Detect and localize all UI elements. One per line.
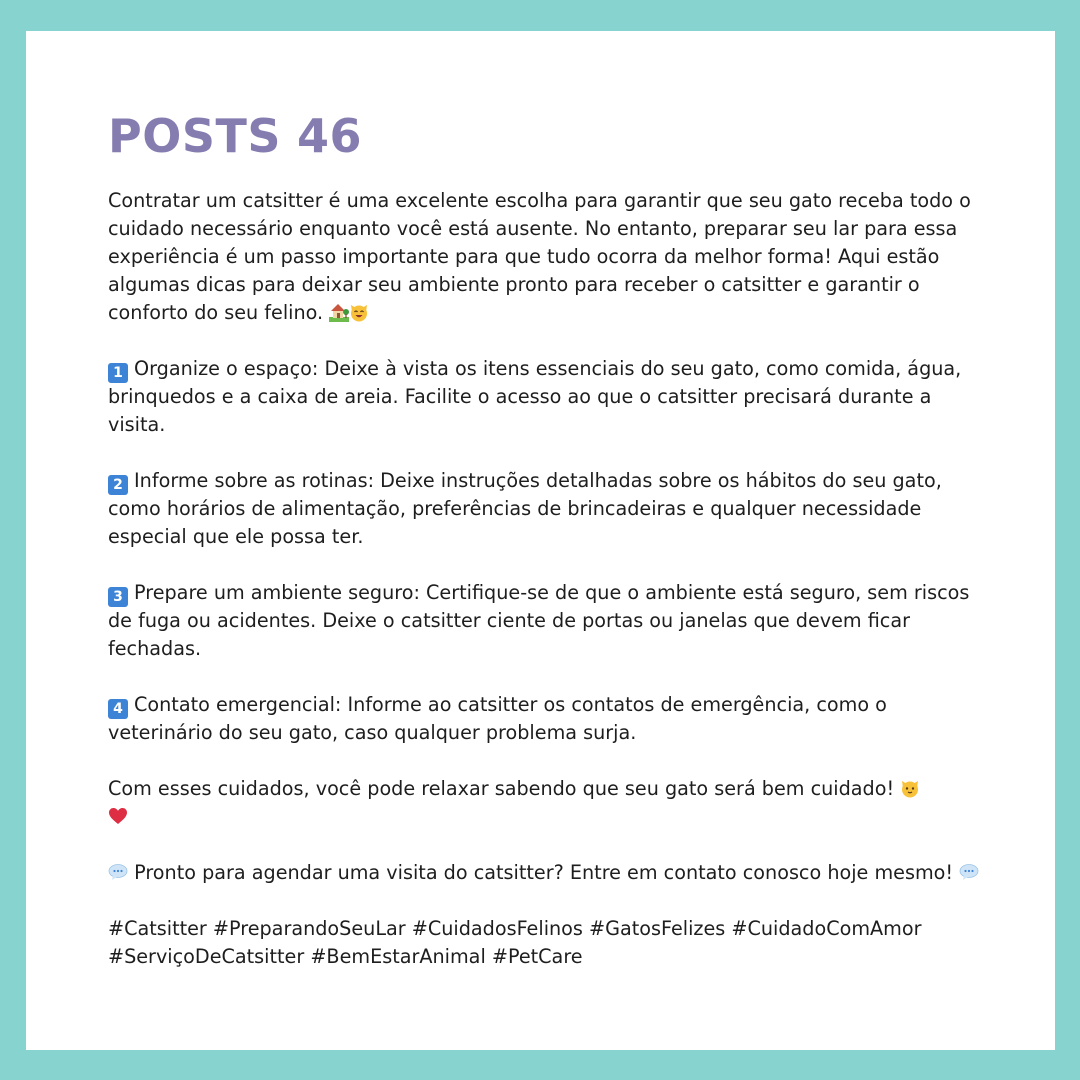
post-title [108,107,362,165]
tip-2 [108,467,988,551]
post-card [26,31,1055,1050]
red-heart-icon [108,806,128,826]
tip-3-text: Prepare um ambiente seguro: Certifique-se de que o ambiente está seguro, sem riscos de fuga ou acidentes. Deixe o catsitter ciente de portas ou janelas que devem ficar fechadas. [108,581,970,660]
smiling-cat-icon [349,302,369,322]
tip-1-text: Organize o espaço: Deixe à vista os itens essenciais do seu gato, como comida, água, brinquedos e a caixa de areia. Facilite o acesso ao que o catsitter precisará durante a visita. [108,357,962,436]
tip-3 [108,579,988,663]
cat-face-icon [900,778,920,798]
intro-paragraph [108,187,988,327]
cta-paragraph [108,859,988,887]
house-with-garden-icon [329,302,349,322]
tip-4 [108,691,988,747]
keycap-2-icon: 2 [108,475,128,495]
title-label: POSTS [108,109,281,163]
closing-paragraph [108,775,988,831]
hashtags: #Catsitter #PreparandoSeuLar #CuidadosFelinos #GatosFelizes #CuidadoComAmor #ServiçoDeCatsitter #BemEstarAnimal #PetCare [108,917,922,968]
post-body [108,187,988,971]
tip-2-text: Informe sobre as rotinas: Deixe instruções detalhadas sobre os hábitos do seu gato, como horários de alimentação, preferências de brincadeiras e qualquer necessidade especial que ele possa ter. [108,469,942,548]
closing-text: Com esses cuidados, você pode relaxar sabendo que seu gato será bem cuidado! [108,777,895,800]
cta-text: Pronto para agendar uma visita do catsitter? Entre em contato conosco hoje mesmo! [134,861,954,884]
speech-bubble-icon [959,862,979,882]
speech-bubble-icon [108,862,128,882]
intro-text: Contratar um catsitter é uma excelente escolha para garantir que seu gato receba todo o cuidado necessário enquanto você está ausente. No entanto, preparar seu lar para essa experiência é um passo importante para que tudo ocorra da melhor forma! Aqui estão algumas dicas para deixar seu ambiente pronto para receber o catsitter e garantir o conforto do seu felino. [108,189,971,324]
keycap-3-icon: 3 [108,587,128,607]
title-number: 46 [296,109,362,163]
tip-4-text: Contato emergencial: Informe ao catsitter os contatos de emergência, como o veterinário do seu gato, caso qualquer problema surja. [108,693,887,744]
keycap-4-icon: 4 [108,699,128,719]
tip-1 [108,355,988,439]
keycap-1-icon: 1 [108,363,128,383]
